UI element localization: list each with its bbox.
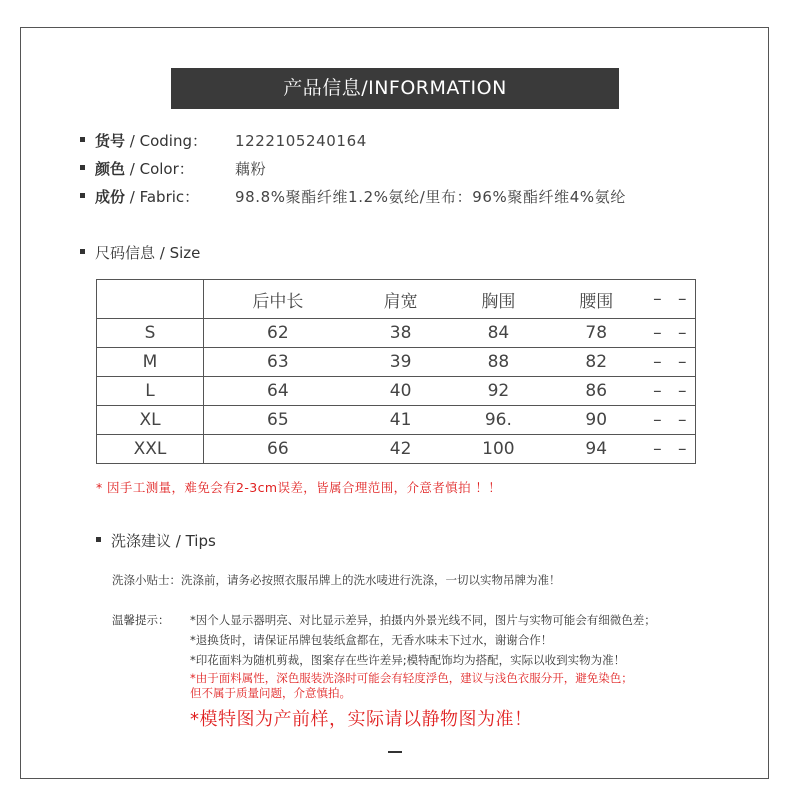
info-banner: 产品信息/INFORMATION <box>171 68 619 109</box>
reminder-red-line: *由于面料属性，深色服装洗涤时可能会有轻度浮色，建议与浅色衣服分开，避免染色； <box>190 671 633 685</box>
reminder-label: 温馨提示： <box>112 613 170 627</box>
reminder-line: *退换货时，请保证吊牌包装纸盒都在，无香水味未下过水，谢谢合作！ <box>190 633 553 647</box>
size-title-text: 尺码信息 / Size <box>95 244 201 262</box>
fabric-value: 98.8%聚酯纤维1.2%氨纶/里布：96%聚酯纤维4%氨纶 <box>235 188 626 206</box>
tips-section-title <box>96 530 216 551</box>
table-cell: – <box>670 319 696 348</box>
coding-row <box>80 130 367 151</box>
table-cell: 94 <box>547 435 645 464</box>
table-header-cell: – <box>670 280 696 319</box>
size-cell: XXL <box>97 435 204 464</box>
table-cell: 41 <box>352 406 450 435</box>
table-cell: 66 <box>204 435 352 464</box>
table-cell: 64 <box>204 377 352 406</box>
bullet-icon <box>80 249 85 254</box>
wash-label: 洗涤小贴士： <box>112 573 181 587</box>
fabric-label-en: / Fabric： <box>125 188 200 206</box>
table-cell: 86 <box>547 377 645 406</box>
table-header-cell: 腰围 <box>547 280 645 319</box>
table-cell: – <box>645 348 669 377</box>
table-cell: – <box>670 435 696 464</box>
table-header-cell: 后中长 <box>204 280 352 319</box>
table-cell: 38 <box>352 319 450 348</box>
size-table <box>96 279 696 464</box>
table-row <box>97 377 696 406</box>
table-header-cell <box>97 280 204 319</box>
table-header-cell: 胸围 <box>449 280 547 319</box>
coding-value: 1222105240164 <box>235 132 367 150</box>
table-cell: – <box>670 348 696 377</box>
reminder-line: *因个人显示器明亮、对比显示差异，拍摄内外景光线不同，图片与实物可能会有细微色差； <box>190 613 656 627</box>
table-cell: 92 <box>449 377 547 406</box>
table-cell: – <box>670 377 696 406</box>
table-cell: 84 <box>449 319 547 348</box>
fabric-row <box>80 186 626 207</box>
bullet-icon <box>80 165 85 170</box>
size-cell: M <box>97 348 204 377</box>
table-cell: – <box>670 406 696 435</box>
table-cell: 90 <box>547 406 645 435</box>
table-cell: – <box>645 319 669 348</box>
table-row <box>97 319 696 348</box>
table-header-cell: 肩宽 <box>352 280 450 319</box>
size-note: * 因手工测量，难免会有2-3cm误差，皆属合理范围，介意者慎拍 ！！ <box>96 480 502 495</box>
divider-dash <box>388 751 402 753</box>
color-label-en: / Color： <box>125 160 194 178</box>
table-cell: – <box>645 435 669 464</box>
table-header-cell: – <box>645 280 669 319</box>
table-cell: 78 <box>547 319 645 348</box>
bullet-icon <box>80 193 85 198</box>
table-row <box>97 348 696 377</box>
reminder-red-line: 但不属于质量问题，介意慎拍。 <box>190 686 351 700</box>
table-cell: 96. <box>449 406 547 435</box>
bullet-icon <box>80 137 85 142</box>
table-cell: 40 <box>352 377 450 406</box>
fabric-label-cn: 成份 <box>95 188 126 206</box>
tips-title-text: 洗涤建议 / Tips <box>111 532 216 550</box>
table-cell: 39 <box>352 348 450 377</box>
color-label-cn: 颜色 <box>95 160 126 178</box>
size-cell: XL <box>97 406 204 435</box>
slogan: *模特图为产前样，实际请以静物图为准！ <box>190 709 533 730</box>
table-cell: 65 <box>204 406 352 435</box>
size-cell: S <box>97 319 204 348</box>
table-row <box>97 435 696 464</box>
size-table-header <box>97 280 696 319</box>
wash-text: 洗涤前，请务必按照衣服吊牌上的洗水唛进行洗涤，一切以实物吊牌为准！ <box>181 573 561 587</box>
wash-tip <box>112 572 561 588</box>
table-cell: 82 <box>547 348 645 377</box>
table-cell: 88 <box>449 348 547 377</box>
bullet-icon <box>96 537 101 542</box>
size-cell: L <box>97 377 204 406</box>
table-cell: 42 <box>352 435 450 464</box>
table-cell: 62 <box>204 319 352 348</box>
table-cell: – <box>645 377 669 406</box>
table-cell: – <box>645 406 669 435</box>
table-cell: 63 <box>204 348 352 377</box>
coding-label-cn: 货号 <box>95 132 126 150</box>
table-row <box>97 406 696 435</box>
color-row <box>80 158 266 179</box>
reminder-line: *印花面料为随机剪裁，图案存在些许差异;模特配饰均为搭配，实际以收到实物为准！ <box>190 653 626 667</box>
coding-label-en: / Coding： <box>125 132 207 150</box>
color-value: 藕粉 <box>235 160 267 178</box>
table-cell: 100 <box>449 435 547 464</box>
size-section-title <box>80 242 200 263</box>
